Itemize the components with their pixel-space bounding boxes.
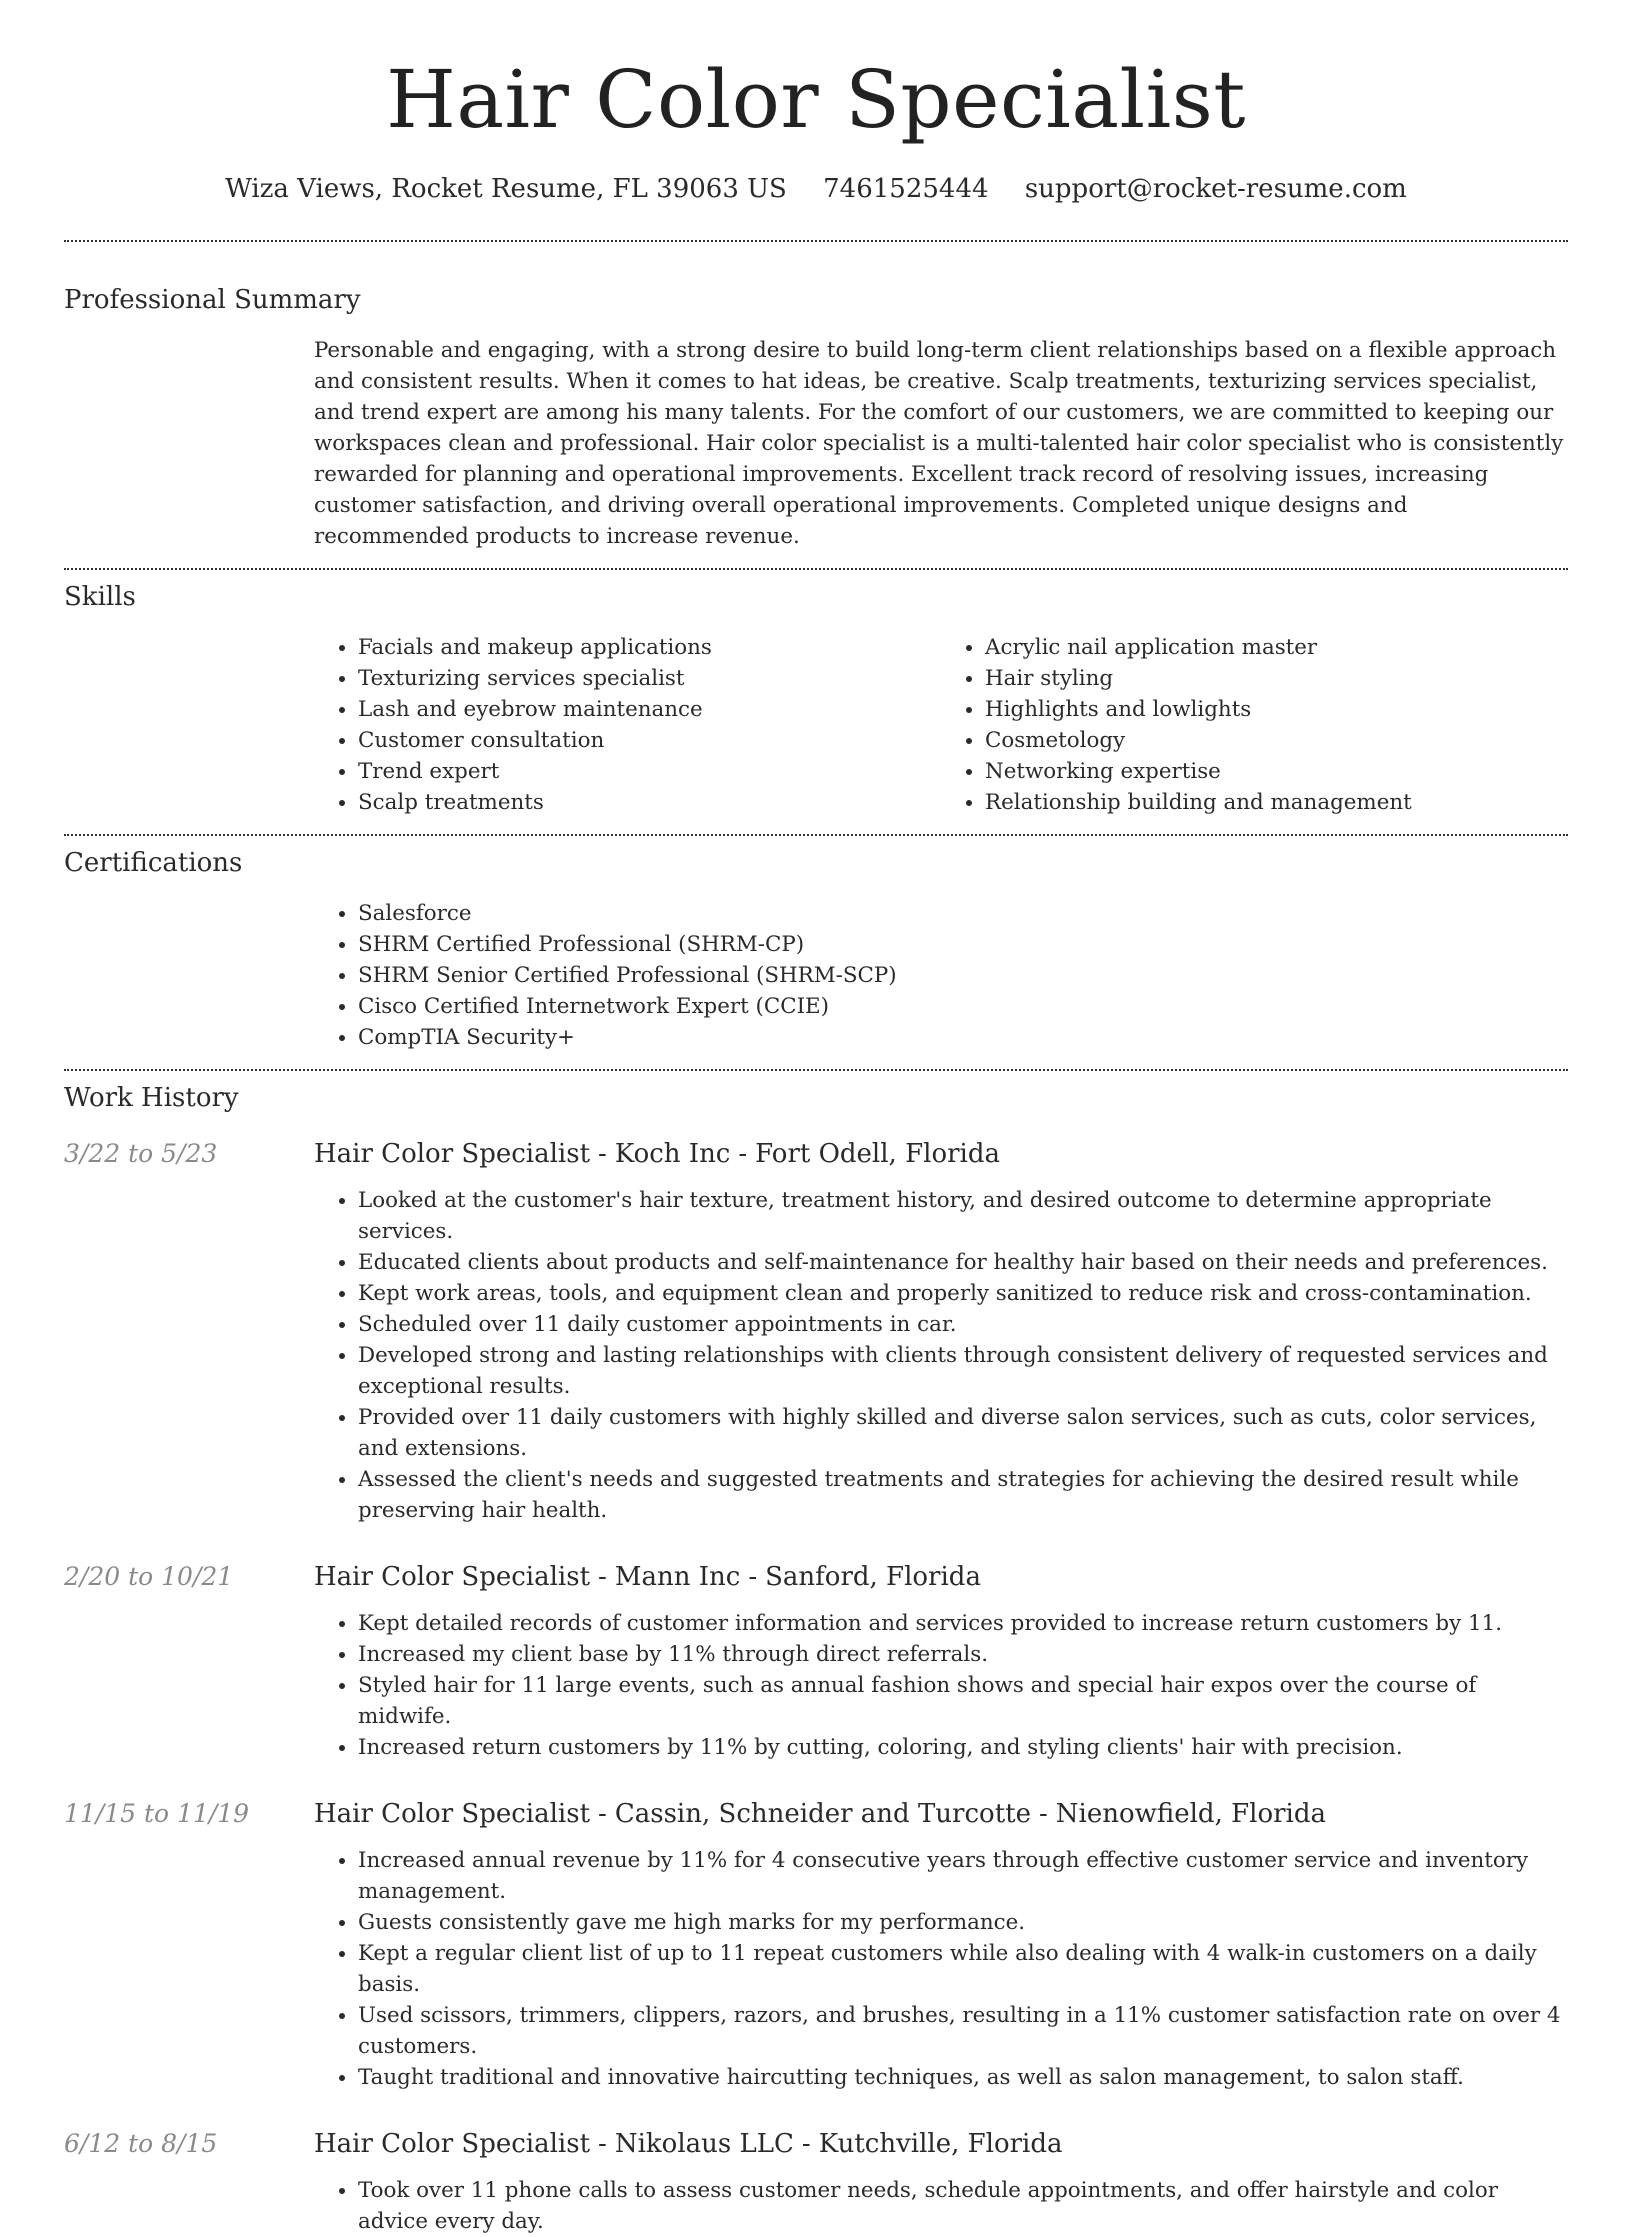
contact-line (64, 172, 1568, 206)
job-company: Nikolaus LLC (614, 2129, 794, 2159)
separator: - (598, 2129, 607, 2159)
skills-section (64, 580, 1568, 818)
job-bullets (314, 1185, 1568, 1526)
job-body (314, 2127, 1568, 2237)
skill-item: • Acrylic nail application master (985, 632, 1568, 663)
job-company: Mann Inc (614, 1562, 741, 1592)
separator: - (598, 1799, 607, 1829)
job-bullet: • Increased my client base by 11% through direct referrals. (358, 1639, 1568, 1670)
certification-item: • SHRM Senior Certified Professional (SHRM-SCP) (358, 960, 1568, 991)
job-title (314, 1560, 1568, 1594)
separator: - (801, 2129, 811, 2159)
skill-item: • Hair styling (985, 663, 1568, 694)
certifications-heading: Certifications (64, 848, 243, 878)
job-bullet: • Provided over 11 daily customers with highly skilled and diverse salon services, such as cuts, color services, and extensions. (358, 1402, 1568, 1464)
skill-item: • Highlights and lowlights (985, 694, 1568, 725)
job-bullets (314, 1608, 1568, 1763)
job-bullet: • Took over 11 phone calls to assess customer needs, schedule appointments, and offer hairstyle and color advice every day. (358, 2175, 1568, 2237)
job-location: Kutchville, Florida (818, 2129, 1063, 2159)
job-body (314, 1137, 1568, 1526)
skills-list-left (314, 632, 941, 818)
job-bullet: • Used scissors, trimmers, clippers, razors, and brushes, resulting in a 11% customer satisfaction rate on over 4 customers. (358, 2000, 1568, 2062)
job-entry (64, 1797, 1568, 2093)
divider (64, 568, 1568, 570)
job-bullet: • Scheduled over 11 daily customer appointments in car. (358, 1309, 1568, 1340)
job-bullet: • Kept work areas, tools, and equipment clean and properly sanitized to reduce risk and cross-contamination. (358, 1278, 1568, 1309)
separator: - (598, 1562, 607, 1592)
skill-item: • Trend expert (358, 756, 941, 787)
job-dates: 6/12 to 8/15 (64, 2129, 218, 2158)
job-location: Sanford, Florida (765, 1562, 981, 1592)
skill-item: • Lash and eyebrow maintenance (358, 694, 941, 725)
job-role: Hair Color Specialist (314, 1799, 591, 1829)
resume-page (64, 0, 1568, 2237)
certification-item: • SHRM Certified Professional (SHRM-CP) (358, 929, 1568, 960)
job-bullet: • Educated clients about products and self-maintenance for healthy hair based on their needs and preferences. (358, 1247, 1568, 1278)
job-role: Hair Color Specialist (314, 2129, 591, 2159)
candidate-name: Hair Color Specialist (386, 53, 1246, 146)
job-entry (64, 1560, 1568, 1763)
skills-heading: Skills (64, 582, 136, 612)
job-dates: 3/22 to 5/23 (64, 1139, 218, 1168)
skill-item: • Facials and makeup applications (358, 632, 941, 663)
job-bullet: • Taught traditional and innovative haircutting techniques, as well as salon management, to salon staff. (358, 2062, 1568, 2093)
summary-body (314, 335, 1568, 552)
skill-item: • Customer consultation (358, 725, 941, 756)
separator: - (1038, 1799, 1048, 1829)
separator: - (598, 1139, 607, 1169)
summary-text: Personable and engaging, with a strong desire to build long-term client relationships based on a flexible approach and consistent results. When it comes to hat ideas, be creative. Scalp treatments, texturizing services specialist, and trend expert are among his many talents. For the comfort of our customers, we are committed to keeping our workspaces clean and professional. Hair color specialist is a multi-talented hair color specialist who is consistently rewarded for planning and operational improvements. Excellent track record of resolving issues, increasing customer satisfaction, and driving overall operational improvements. Completed unique designs and recommended products to increase revenue. (314, 338, 1564, 549)
skills-grid (314, 632, 1568, 818)
job-bullet: • Increased annual revenue by 11% for 4 consecutive years through effective customer service and inventory management. (358, 1845, 1568, 1907)
job-bullet: • Increased return customers by 11% by cutting, coloring, and styling clients' hair with precision. (358, 1732, 1568, 1763)
job-entry (64, 2127, 1568, 2237)
job-title (314, 2127, 1568, 2161)
job-dates: 2/20 to 10/21 (64, 1562, 234, 1591)
work-section (64, 1081, 1568, 2237)
job-title (314, 1797, 1568, 1831)
divider (64, 240, 1568, 242)
summary-heading: Professional Summary (64, 285, 361, 315)
job-company: Cassin, Schneider and Turcotte (614, 1799, 1031, 1829)
job-role: Hair Color Specialist (314, 1562, 591, 1592)
certifications-section (64, 846, 1568, 1053)
contact-email: support@rocket-resume.com (1024, 174, 1407, 204)
summary-section (64, 283, 1568, 552)
skill-item: • Networking expertise (985, 756, 1568, 787)
job-title (314, 1137, 1568, 1171)
job-body (314, 1560, 1568, 1763)
job-bullet: • Assessed the client's needs and suggested treatments and strategies for achieving the desired result while preserving hair health. (358, 1464, 1568, 1526)
separator: - (748, 1562, 758, 1592)
job-location: Fort Odell, Florida (755, 1139, 1000, 1169)
certifications-body (314, 898, 1568, 1053)
separator: - (738, 1139, 748, 1169)
job-role: Hair Color Specialist (314, 1139, 591, 1169)
job-bullet: • Developed strong and lasting relationships with clients through consistent delivery of requested services and exceptional results. (358, 1340, 1568, 1402)
job-location: Nienowfield, Florida (1055, 1799, 1327, 1829)
job-bullet: • Kept detailed records of customer information and services provided to increase return customers by 11. (358, 1608, 1568, 1639)
job-bullet: • Styled hair for 11 large events, such as annual fashion shows and special hair expos over the course of midwife. (358, 1670, 1568, 1732)
contact-address: Wiza Views, Rocket Resume, FL 39063 US (225, 174, 787, 204)
job-bullets (314, 2175, 1568, 2237)
divider (64, 1069, 1568, 1071)
divider (64, 834, 1568, 836)
certification-item: • Salesforce (358, 898, 1568, 929)
certification-item: • Cisco Certified Internetwork Expert (CCIE) (358, 991, 1568, 1022)
job-entry (64, 1137, 1568, 1526)
job-bullet: • Guests consistently gave me high marks for my performance. (358, 1907, 1568, 1938)
job-body (314, 1797, 1568, 2093)
skill-item: • Relationship building and management (985, 787, 1568, 818)
work-heading: Work History (64, 1083, 239, 1113)
certification-item: • CompTIA Security+ (358, 1022, 1568, 1053)
job-bullet: • Kept a regular client list of up to 11 repeat customers while also dealing with 4 walk-in customers on a daily basis. (358, 1938, 1568, 2000)
job-bullets (314, 1845, 1568, 2093)
job-company: Koch Inc (614, 1139, 731, 1169)
skill-item: • Cosmetology (985, 725, 1568, 756)
contact-phone: 7461525444 (823, 174, 989, 204)
skill-item: • Scalp treatments (358, 787, 941, 818)
skills-list-right (941, 632, 1568, 818)
certifications-list (314, 898, 1568, 1053)
job-bullet: • Looked at the customer's hair texture, treatment history, and desired outcome to determine appropriate services. (358, 1185, 1568, 1247)
job-dates: 11/15 to 11/19 (64, 1799, 250, 1828)
skill-item: • Texturizing services specialist (358, 663, 941, 694)
